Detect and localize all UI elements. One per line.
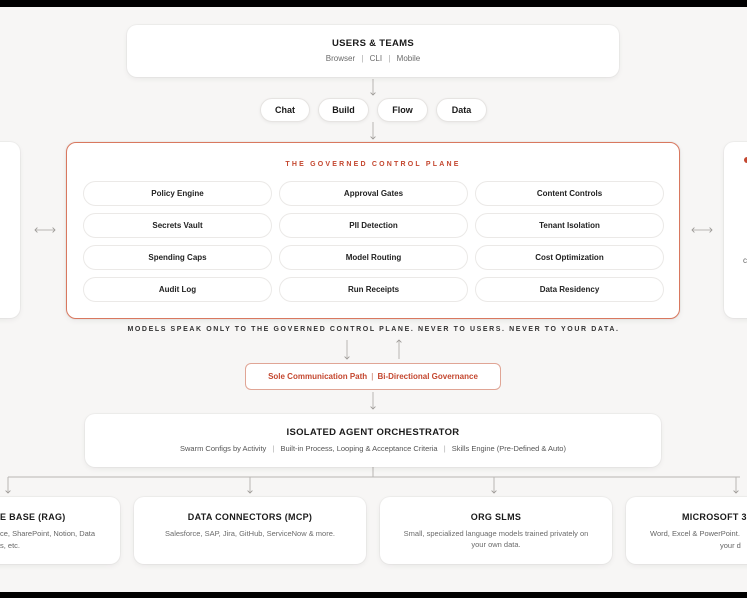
microsoft-desc-2: your d: [720, 541, 741, 550]
orchestrator-features: Swarm Configs by Activity | Built-in Process, Looping & Acceptance Criteria | Skills Engine (Pre-Defined & Auto): [180, 444, 566, 453]
control-item-pii-detection: PII Detection: [279, 213, 468, 238]
knowledge-base-desc: ce, SharePoint, Notion, Data: [0, 529, 96, 538]
models-notice: MODELS SPEAK ONLY TO THE GOVERNED CONTROL PLANE. NEVER TO USERS. NEVER TO YOUR DATA.: [127, 326, 620, 333]
control-item-run-receipts: Run Receipts: [279, 277, 468, 302]
org-slms-desc: Small, specialized language models trained privately on: [403, 529, 589, 538]
control-plane-box: [66, 142, 680, 319]
microsoft-title: MICROSOFT 3: [682, 512, 747, 522]
feature-built-in-process: Built-in Process, Looping & Acceptance Criteria: [280, 444, 438, 453]
control-item-secrets-vault: Secrets Vault: [83, 213, 272, 238]
channel-cli: CLI: [369, 54, 383, 63]
knowledge-base-card: [0, 497, 120, 564]
control-item-audit-log: Audit Log: [83, 277, 272, 302]
control-item-content-controls: Content Controls: [475, 181, 664, 206]
microsoft-desc: Word, Excel & PowerPoint.: [650, 529, 740, 538]
right-edge-text: c: [743, 256, 747, 265]
knowledge-base-title: E BASE (RAG): [0, 512, 66, 522]
channel-mobile: Mobile: [396, 54, 421, 63]
control-item-approval-gates: Approval Gates: [279, 181, 468, 206]
mode-flow: Flow: [377, 98, 428, 122]
feature-swarm-configs: Swarm Configs by Activity: [180, 444, 267, 453]
mode-data: Data: [436, 98, 487, 122]
mode-chat: Chat: [260, 98, 310, 122]
feature-skills-engine: Skills Engine (Pre-Defined & Auto): [451, 444, 566, 453]
channel-browser: Browser: [325, 54, 356, 63]
data-connectors-title: DATA CONNECTORS (MCP): [187, 512, 313, 522]
control-plane-title: THE GOVERNED CONTROL PLANE: [285, 161, 461, 168]
users-teams-card: [127, 25, 619, 77]
right-side-card: [724, 142, 747, 318]
data-connectors-card: [134, 497, 366, 564]
orchestrator-card: [85, 414, 661, 467]
data-connectors-desc: Salesforce, SAP, Jira, GitHub, ServiceNow & more.: [165, 529, 335, 538]
communication-path-box: Sole Communication Path | Bi-Directional Governance: [245, 363, 501, 390]
control-item-policy-engine: Policy Engine: [83, 181, 272, 206]
control-item-cost-optimization: Cost Optimization: [475, 245, 664, 270]
users-channels: Browser | CLI | Mobile: [325, 54, 421, 63]
org-slms-title: ORG SLMS: [470, 512, 522, 522]
control-item-data-residency: Data Residency: [475, 277, 664, 302]
org-slms-desc-2: your own data.: [471, 540, 521, 549]
bi-directional-governance: Bi-Directional Governance: [377, 372, 478, 381]
control-item-spending-caps: Spending Caps: [83, 245, 272, 270]
orchestrator-title: ISOLATED AGENT ORCHESTRATOR: [286, 427, 460, 438]
sole-communication-path: Sole Communication Path: [268, 372, 368, 381]
mode-build: Build: [318, 98, 369, 122]
microsoft-card: [626, 497, 747, 564]
control-item-model-routing: Model Routing: [279, 245, 468, 270]
users-teams-title: USERS & TEAMS: [331, 38, 415, 49]
left-side-card: [0, 142, 20, 318]
org-slms-card: [380, 497, 612, 564]
architecture-diagram: [0, 7, 747, 592]
control-item-tenant-isolation: Tenant Isolation: [475, 213, 664, 238]
knowledge-base-desc-2: s, etc.: [0, 541, 21, 550]
